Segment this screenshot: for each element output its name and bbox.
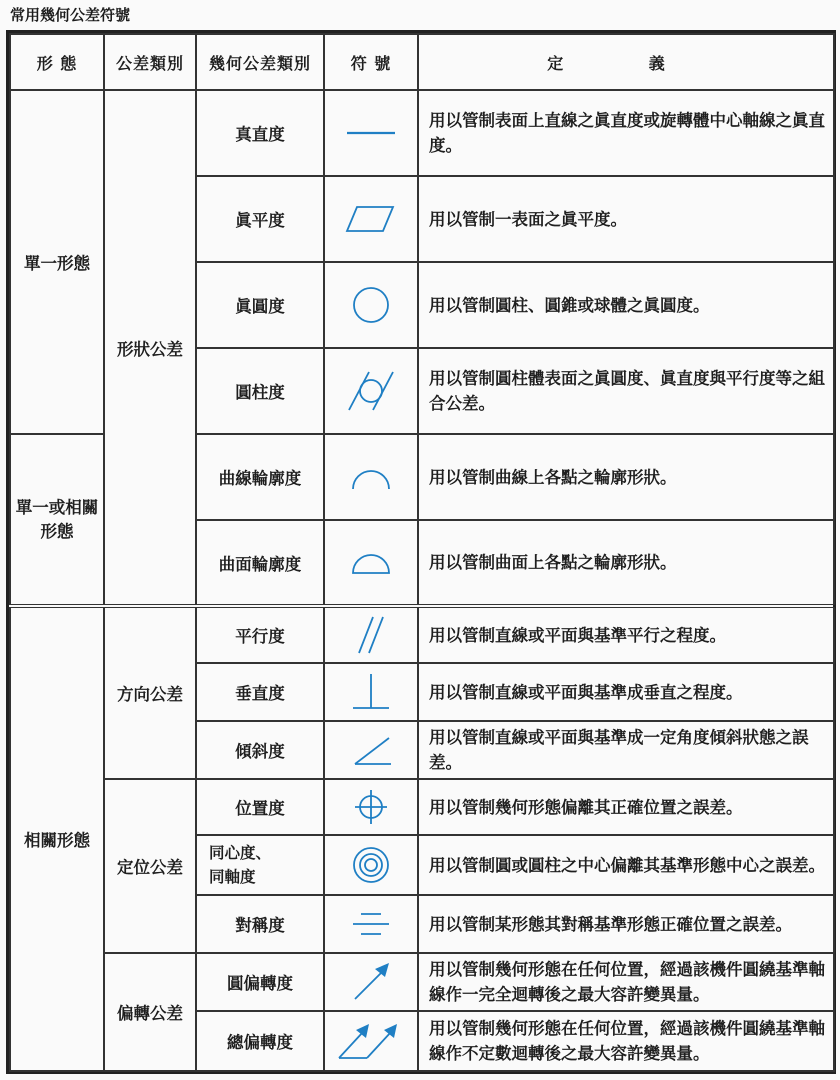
table-row (10, 953, 834, 1011)
geometric-type-name: 垂直度 (196, 663, 324, 721)
symmetry-icon (341, 902, 401, 946)
symbol-cell (324, 520, 418, 606)
header-tolerance-type: 公差類別 (104, 34, 196, 90)
header-row (10, 34, 834, 90)
definition-text: 用以管制圓柱體表面之眞圓度、眞直度與平行度等之組合公差。 (418, 348, 834, 434)
symbol-cell (324, 895, 418, 953)
geometric-type-name: 對稱度 (196, 895, 324, 953)
table-row (10, 90, 834, 176)
definition-text: 用以管制某形態其對稱基準形態正確位置之誤差。 (418, 895, 834, 953)
cylindricity-icon (341, 366, 401, 416)
tolerance-table-frame (6, 30, 836, 1074)
header-geometric-type: 幾何公差類別 (196, 34, 324, 90)
profile-of-surface-icon (341, 543, 401, 583)
definition-text: 用以管制幾何形態偏離其正確位置之誤差。 (418, 779, 834, 835)
definition-text: 用以管制圓或圓柱之中心偏離其基準形態中心之誤差。 (418, 835, 834, 895)
table-row (10, 606, 834, 663)
category-location-tolerance: 定位公差 (104, 779, 196, 953)
definition-text: 用以管制一表面之眞平度。 (418, 176, 834, 262)
symbol-cell (324, 663, 418, 721)
angularity-icon (341, 728, 401, 772)
symbol-cell (324, 779, 418, 835)
form-related: 相關形態 (10, 606, 104, 1071)
definition-text: 用以管制表面上直線之眞直度或旋轉體中心軸線之眞直度。 (418, 90, 834, 176)
geometric-type-name: 曲線輪廓度 (196, 434, 324, 520)
page-title: 常用幾何公差符號 (10, 6, 131, 24)
symbol-cell (324, 1011, 418, 1071)
perpendicularity-icon (341, 670, 401, 714)
definition-text: 用以管制圓柱、圓錐或球體之眞圓度。 (418, 262, 834, 348)
definition-text: 用以管制幾何形態在任何位置，經過該機件圓繞基準軸線作不定數迴轉後之最大容許變異量。 (418, 1011, 834, 1071)
geometric-type-name: 總偏轉度 (196, 1011, 324, 1071)
concentricity-label: 同心度、 同軸度 (209, 844, 272, 886)
symbol-cell (324, 176, 418, 262)
geometric-type-name: 圓柱度 (196, 348, 324, 434)
parallelism-icon (341, 613, 401, 657)
definition-text: 用以管制直線或平面與基準成垂直之程度。 (418, 663, 834, 721)
form-single: 單一形態 (10, 90, 104, 434)
header-symbol: 符 號 (324, 34, 418, 90)
definition-text: 用以管制曲面上各點之輪廓形狀。 (418, 520, 834, 606)
tolerance-table (9, 33, 835, 1072)
category-orientation-tolerance: 方向公差 (104, 606, 196, 779)
symbol-cell (324, 953, 418, 1011)
geometric-type-name: 平行度 (196, 606, 324, 663)
symbol-cell (324, 262, 418, 348)
straightness-icon (341, 113, 401, 153)
header-definition: 定 義 (418, 34, 834, 90)
form-single-or-related: 單一或相關形態 (10, 434, 104, 606)
table-row (10, 779, 834, 835)
header-form: 形 態 (10, 34, 104, 90)
geometric-type-name: 傾斜度 (196, 721, 324, 779)
symbol-cell (324, 721, 418, 779)
profile-of-line-icon (341, 457, 401, 497)
geometric-type-name: 圓偏轉度 (196, 953, 324, 1011)
concentricity-icon (341, 842, 401, 888)
category-runout-tolerance: 偏轉公差 (104, 953, 196, 1071)
circular-runout-icon (341, 959, 401, 1005)
definition-text: 用以管制直線或平面與基準成一定角度傾斜狀態之誤差。 (418, 721, 834, 779)
symbol-cell (324, 90, 418, 176)
geometric-type-name: 位置度 (196, 779, 324, 835)
symbol-cell (324, 434, 418, 520)
geometric-type-name (196, 835, 324, 895)
total-runout-icon (331, 1018, 411, 1064)
position-icon (341, 784, 401, 830)
category-form-tolerance: 形狀公差 (104, 90, 196, 606)
geometric-type-name: 眞平度 (196, 176, 324, 262)
circularity-icon (341, 282, 401, 328)
definition-text: 用以管制幾何形態在任何位置，經過該機件圓繞基準軸線作一完全迴轉後之最大容許變異量。 (418, 953, 834, 1011)
definition-text: 用以管制直線或平面與基準平行之程度。 (418, 606, 834, 663)
flatness-icon (341, 199, 401, 239)
symbol-cell (324, 606, 418, 663)
geometric-type-name: 真直度 (196, 90, 324, 176)
geometric-type-name: 眞圓度 (196, 262, 324, 348)
symbol-cell (324, 835, 418, 895)
definition-text: 用以管制曲線上各點之輪廓形狀。 (418, 434, 834, 520)
geometric-type-name: 曲面輪廓度 (196, 520, 324, 606)
symbol-cell (324, 348, 418, 434)
